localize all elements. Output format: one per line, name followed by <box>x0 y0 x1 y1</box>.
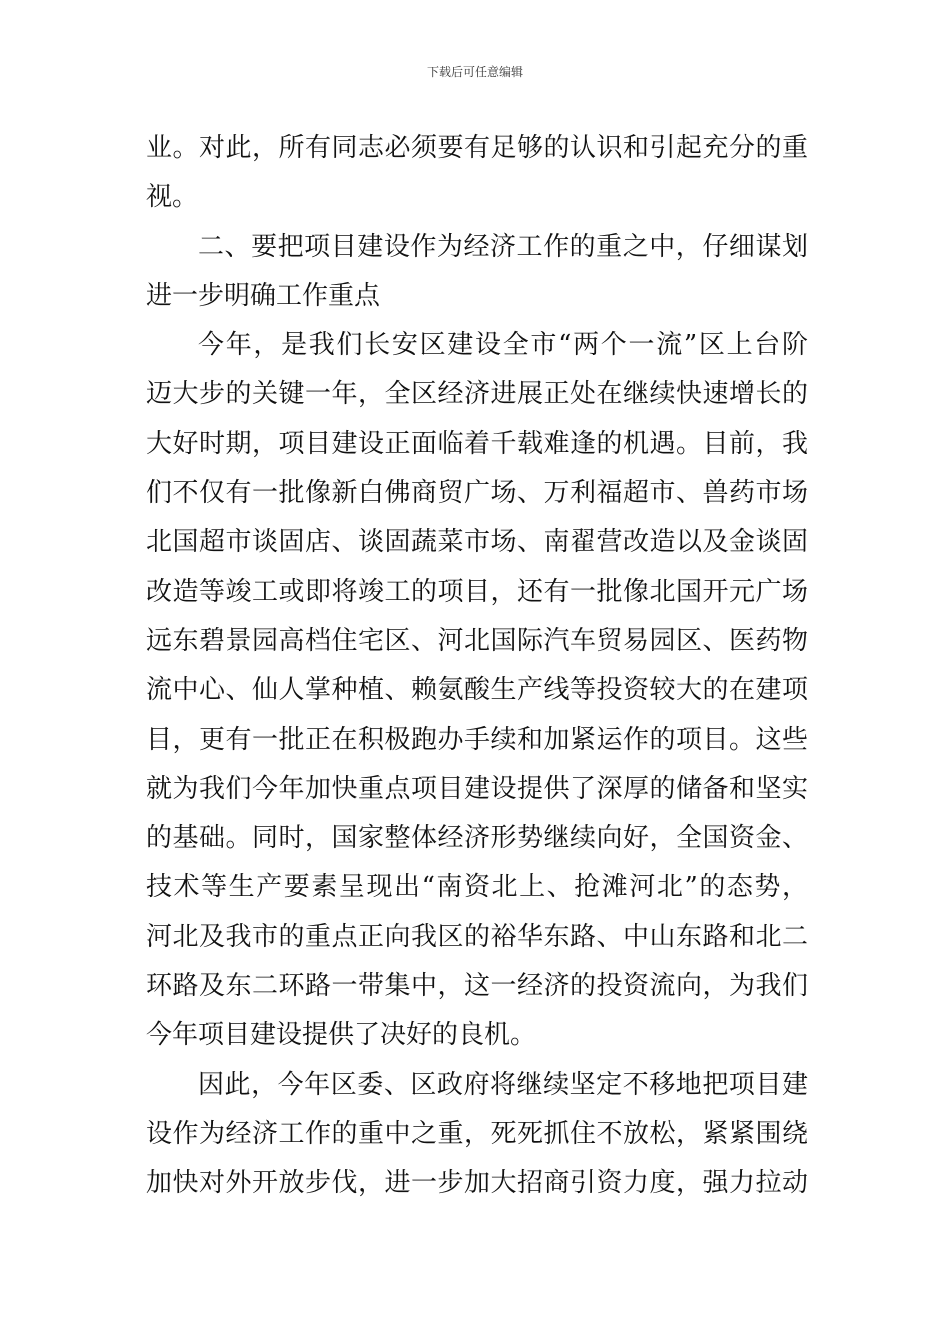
text-line: 今年项目建设提供了决好的良机。 <box>146 1020 537 1051</box>
text-line: 北国超市谈固店、谈固蔬菜市场、南翟营改造以及金谈固 <box>146 527 808 558</box>
text-line: 河北及我市的重点正向我区的裕华东路、中山东路和北二 <box>146 921 808 952</box>
text-line: 设作为经济工作的重中之重，死死抓住不放松，紧紧围绕 <box>146 1118 808 1149</box>
text-line: 进一步明确工作重点 <box>146 280 381 311</box>
text-line: 技术等生产要素呈现出“南资北上、抢滩河北”的态势， <box>146 872 808 903</box>
text-line: 业。对此，所有同志必须要有足够的认识和引起充分的重 <box>146 133 808 163</box>
text-line: 二、要把项目建设作为经济工作的重之中，仔细谋划 <box>198 231 808 262</box>
text-line: 迈大步的关键一年，全区经济进展正处在继续快速增长的 <box>146 379 808 410</box>
text-line: 远东碧景园高档住宅区、河北国际汽车贸易园区、医药物 <box>146 625 808 656</box>
text-line: 因此，今年区委、区政府将继续坚定不移地把项目建 <box>198 1069 808 1100</box>
paragraph <box>146 124 808 223</box>
text-line: 的基础。同时，国家整体经济形势继续向好，全国资金、 <box>146 823 808 854</box>
text-line: 目，更有一批正在积极跑办手续和加紧运作的项目。这些 <box>146 724 808 755</box>
text-line: 就为我们今年加快重点项目建设提供了深厚的储备和坚实 <box>146 773 808 804</box>
text-line: 今年，是我们长安区建设全市“两个一流”区上台阶 <box>198 330 808 361</box>
text-line: 流中心、仙人掌种植、赖氨酸生产线等投资较大的在建项 <box>146 675 808 706</box>
text-line: 们不仅有一批像新白佛商贸广场、万利福超市、兽药市场 <box>146 478 808 509</box>
paragraph <box>146 1061 808 1209</box>
page-header: 下载后可任意编辑 <box>426 65 523 79</box>
paragraph <box>146 321 808 1060</box>
text-line: 视。 <box>146 182 199 213</box>
text-line: 加快对外开放步伐，进一步加大招商引资力度，强力拉动 <box>146 1168 808 1199</box>
text-line: 环路及东二环路一带集中，这一经济的投资流向，为我们 <box>146 971 808 1002</box>
text-line: 改造等竣工或即将竣工的项目，还有一批像北国开元广场 <box>146 576 808 607</box>
section-heading <box>146 223 808 322</box>
text-line: 大好时期，项目建设正面临着千载难逢的机遇。目前，我 <box>146 428 808 459</box>
document-body <box>146 124 808 1209</box>
